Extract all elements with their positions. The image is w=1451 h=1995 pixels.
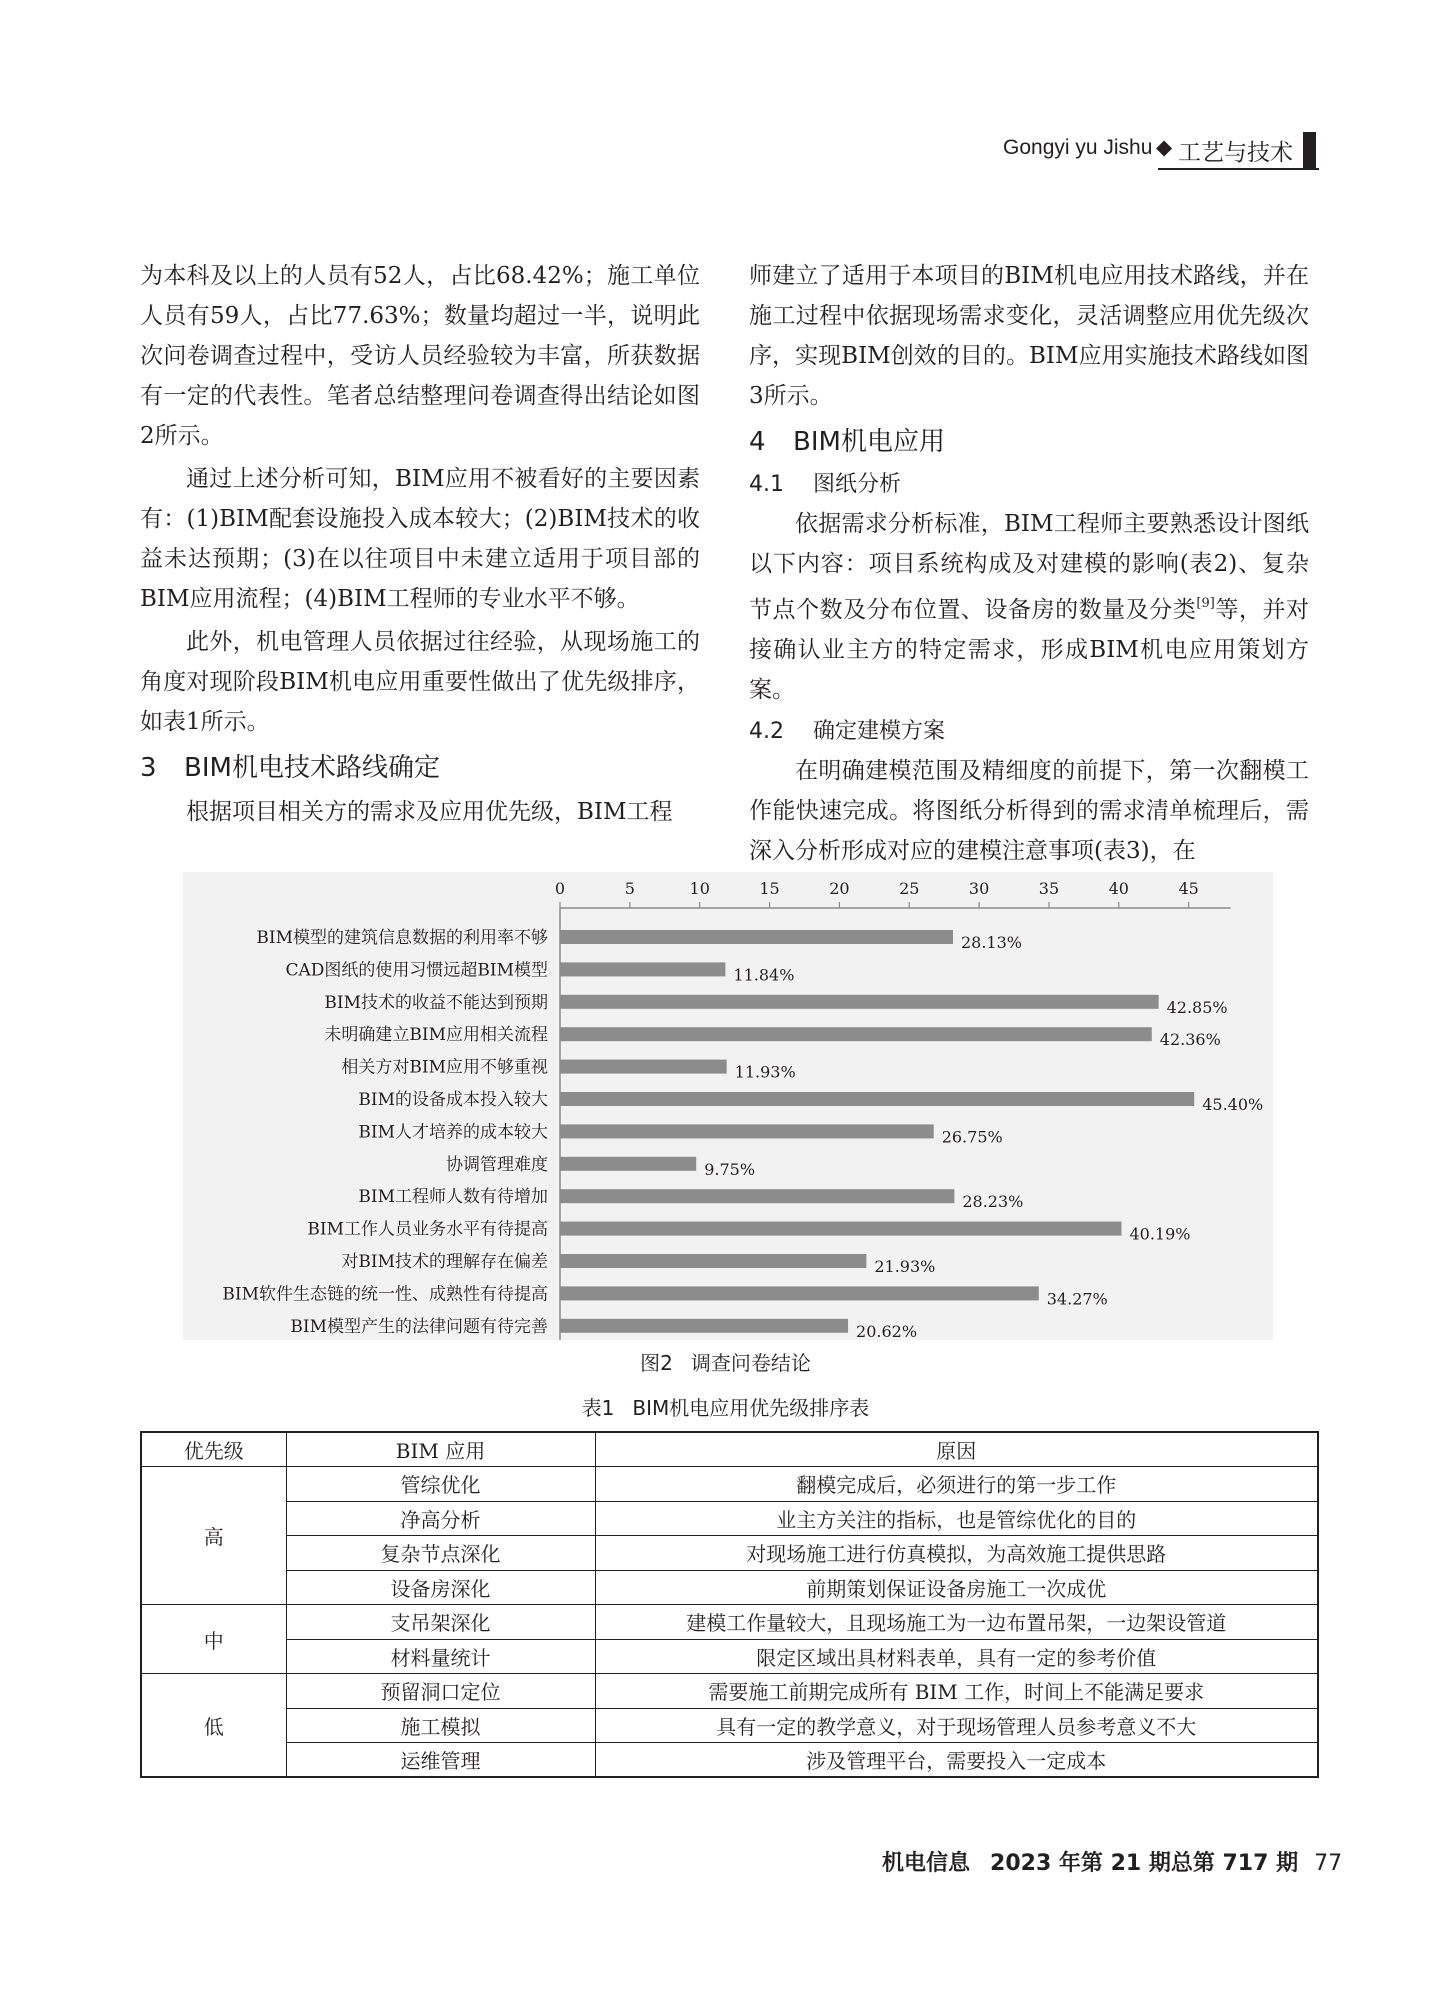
application-cell: 材料量统计 (286, 1639, 595, 1674)
issue-info: 2023 年第 21 期总第 717 期 (990, 1851, 1299, 1876)
x-tick-label: 35 (1038, 879, 1060, 898)
bar (560, 995, 1159, 1009)
figure-label: 图2 (640, 1351, 673, 1375)
bar (560, 1124, 934, 1138)
category-label: 对BIM技术的理解存在偏差 (341, 1252, 548, 1272)
running-header (1003, 132, 1319, 168)
section-number: 4 (749, 427, 766, 457)
chart-canvas (183, 872, 1273, 1340)
paragraph (749, 504, 1309, 710)
data-label: 9.75% (704, 1159, 756, 1179)
reason-cell: 涉及管理平台，需要投入一定成本 (595, 1743, 1318, 1778)
data-label: 26.75% (941, 1127, 1003, 1147)
category-label: BIM工作人员业务水平有待提高 (307, 1219, 548, 1240)
x-tick-label: 25 (899, 879, 920, 898)
table-row (141, 1605, 1318, 1640)
category-label: BIM的设备成本投入较大 (358, 1090, 548, 1110)
reason-cell: 具有一定的教学意义，对于现场管理人员参考意义不大 (595, 1708, 1318, 1743)
category-label: CAD图纸的使用习惯远超BIM模型 (285, 960, 548, 981)
table-label: 表1 (581, 1396, 615, 1420)
reason-cell: 前期策划保证设备房施工一次成优 (595, 1570, 1318, 1605)
x-tick-label: 20 (829, 879, 850, 898)
bar (560, 1092, 1194, 1106)
table-header-cell: 优先级 (141, 1432, 286, 1467)
figure-caption (0, 1350, 1451, 1376)
diamond-icon: ◆ (1156, 135, 1173, 159)
table-header-row (141, 1432, 1318, 1467)
x-tick-label: 40 (1108, 879, 1129, 898)
paragraph: 根据项目相关方的需求及应用优先级，BIM工程 (186, 799, 673, 825)
table-row (141, 1708, 1318, 1743)
category-label: 相关方对BIM应用不够重视 (341, 1057, 548, 1078)
table-row (141, 1674, 1318, 1709)
subsection-title: 图纸分析 (813, 472, 902, 497)
data-label: 40.19% (1129, 1224, 1191, 1244)
left-column (140, 256, 700, 835)
application-cell: 净高分析 (286, 1501, 595, 1536)
paragraph: 师建立了适用于本项目的BIM机电应用技术路线，并在施工过程中依据现场需求变化，灵活调整应用优先级次序，实现BIM创效的目的。BIM应用实施技术路线如图3所示。 (749, 263, 1309, 409)
priority-cell: 中 (141, 1605, 286, 1674)
paragraph: 此外，机电管理人员依据过往经验，从现场施工的角度对现阶段BIM机电应用重要性做出了优先级排序，如表1所示。 (140, 629, 700, 735)
data-label: 42.36% (1159, 1030, 1221, 1050)
category-label: BIM模型产生的法律问题有待完善 (290, 1316, 548, 1337)
subsection-heading-4-1 (749, 466, 1309, 504)
application-cell: 预留洞口定位 (286, 1674, 595, 1709)
table-row (141, 1639, 1318, 1674)
application-cell: 复杂节点深化 (286, 1536, 595, 1571)
data-label: 28.23% (962, 1192, 1024, 1212)
application-cell: 管综优化 (286, 1467, 595, 1502)
paragraph: 为本科及以上的人员有52人，占比68.42%；施工单位人员有59人，占比77.63%；数量均超过一半，说明此次问卷调查过程中，受访人员经验较为丰富，所获数据有一定的代表性。笔者总结整理问卷调查得出结论如图2所示。 (140, 263, 700, 449)
bar (560, 1027, 1152, 1041)
priority-table (140, 1431, 1319, 1778)
bar (560, 930, 953, 944)
data-label: 42.85% (1166, 997, 1228, 1017)
right-column (749, 256, 1309, 874)
category-label: BIM人才培养的成本较大 (358, 1122, 548, 1143)
table-row (141, 1570, 1318, 1605)
data-label: 11.93% (734, 1062, 796, 1082)
data-label: 21.93% (874, 1257, 936, 1276)
table-row (141, 1501, 1318, 1536)
bar (560, 1060, 727, 1074)
section-title: BIM机电技术路线确定 (184, 753, 440, 783)
reason-cell: 业主方关注的指标，也是管综优化的目的 (595, 1501, 1318, 1536)
bar-chart (183, 872, 1273, 1340)
header-pinyin: Gongyi yu Jishu (1003, 136, 1153, 159)
section-number: 3 (140, 753, 157, 783)
header-section-title: 工艺与技术 (1178, 140, 1293, 166)
bar (560, 1254, 866, 1268)
subsection-number: 4.1 (749, 472, 784, 497)
category-label: BIM模型的建筑信息数据的利用率不够 (256, 928, 548, 948)
paragraph-text: 等，并对接确认业主方的特定需求，形成BIM机电应用策划方案。 (749, 597, 1309, 703)
application-cell: 支吊架深化 (286, 1605, 595, 1640)
section-title: BIM机电应用 (793, 427, 945, 457)
data-label: 28.13% (960, 933, 1022, 952)
priority-cell: 低 (141, 1674, 286, 1778)
reason-cell: 限定区域出具材料表单，具有一定的参考价值 (595, 1639, 1318, 1674)
subsection-heading-4-2 (749, 713, 1309, 751)
subsection-number: 4.2 (749, 719, 784, 744)
category-label: BIM工程师人数有待增加 (358, 1187, 548, 1208)
data-label: 20.62% (856, 1321, 918, 1340)
paragraph: 通过上述分析可知，BIM应用不被看好的主要因素有：(1)BIM配套设施投入成本较大；(2)BIM技术的收益未达预期；(3)在以往项目中未建立适用于项目部的BIM应用流程；(4)BIM工程师的专业水平不够。 (140, 466, 700, 612)
category-label: BIM技术的收益不能达到预期 (324, 992, 548, 1013)
x-tick-label: 5 (624, 879, 635, 898)
bar (560, 1286, 1039, 1300)
x-tick-label: 0 (554, 879, 566, 898)
table-caption (0, 1395, 1451, 1421)
reason-cell: 翻模完成后，必须进行的第一步工作 (595, 1467, 1318, 1502)
table-row (141, 1536, 1318, 1571)
subsection-title: 确定建模方案 (813, 719, 946, 744)
reason-cell: 需要施工前期完成所有 BIM 工作，时间上不能满足要求 (595, 1674, 1318, 1709)
table-row (141, 1467, 1318, 1502)
x-tick-label: 15 (759, 879, 780, 898)
bar (560, 1319, 848, 1333)
table-row (141, 1743, 1318, 1778)
data-label: 45.40% (1202, 1095, 1264, 1114)
reason-cell: 建模工作量较大，且现场施工为一边布置吊架，一边架设管道 (595, 1605, 1318, 1640)
page-number: 77 (1314, 1851, 1343, 1876)
section-heading-3 (140, 748, 700, 788)
bar (560, 1222, 1121, 1236)
header-underline (1158, 168, 1319, 170)
table-caption-text: BIM机电应用优先级排序表 (632, 1396, 870, 1420)
header-bar-mark (1303, 132, 1316, 168)
paragraph-text: 依据需求分析标准，BIM工程师主要熟悉设计图纸以下内容：项目系统构成及对建模的影响(表2)、复杂节点个数及分布位置、设备房的数量及分类 (749, 511, 1309, 623)
application-cell: 施工模拟 (286, 1708, 595, 1743)
citation-ref[interactable]: [9] (1196, 596, 1215, 611)
x-tick-label: 45 (1178, 879, 1199, 898)
bar (560, 1189, 954, 1203)
page-footer (882, 1846, 1343, 1876)
category-label: 未明确建立BIM应用相关流程 (324, 1025, 548, 1046)
x-tick-label: 10 (689, 879, 710, 898)
category-label: BIM软件生态链的统一性、成熟性有待提高 (222, 1284, 548, 1305)
paragraph: 在明确建模范围及精细度的前提下，第一次翻模工作能快速完成。将图纸分析得到的需求清单梳理后，需深入分析形成对应的建模注意事项(表3)，在 (749, 758, 1309, 864)
table-header-cell: 原因 (595, 1432, 1318, 1467)
journal-name: 机电信息 (882, 1851, 971, 1876)
section-heading-4 (749, 422, 1309, 462)
figure-caption-text: 调查问卷结论 (690, 1351, 811, 1375)
application-cell: 设备房深化 (286, 1570, 595, 1605)
data-label: 11.84% (733, 965, 795, 985)
bar (560, 1157, 696, 1171)
x-tick-label: 30 (968, 879, 990, 898)
reason-cell: 对现场施工进行仿真模拟，为高效施工提供思路 (595, 1536, 1318, 1571)
bar (560, 962, 725, 976)
application-cell: 运维管理 (286, 1743, 595, 1778)
category-label: 协调管理难度 (446, 1154, 548, 1175)
priority-cell: 高 (141, 1467, 286, 1605)
data-label: 34.27% (1046, 1289, 1108, 1309)
table-header-cell: BIM 应用 (286, 1432, 595, 1467)
